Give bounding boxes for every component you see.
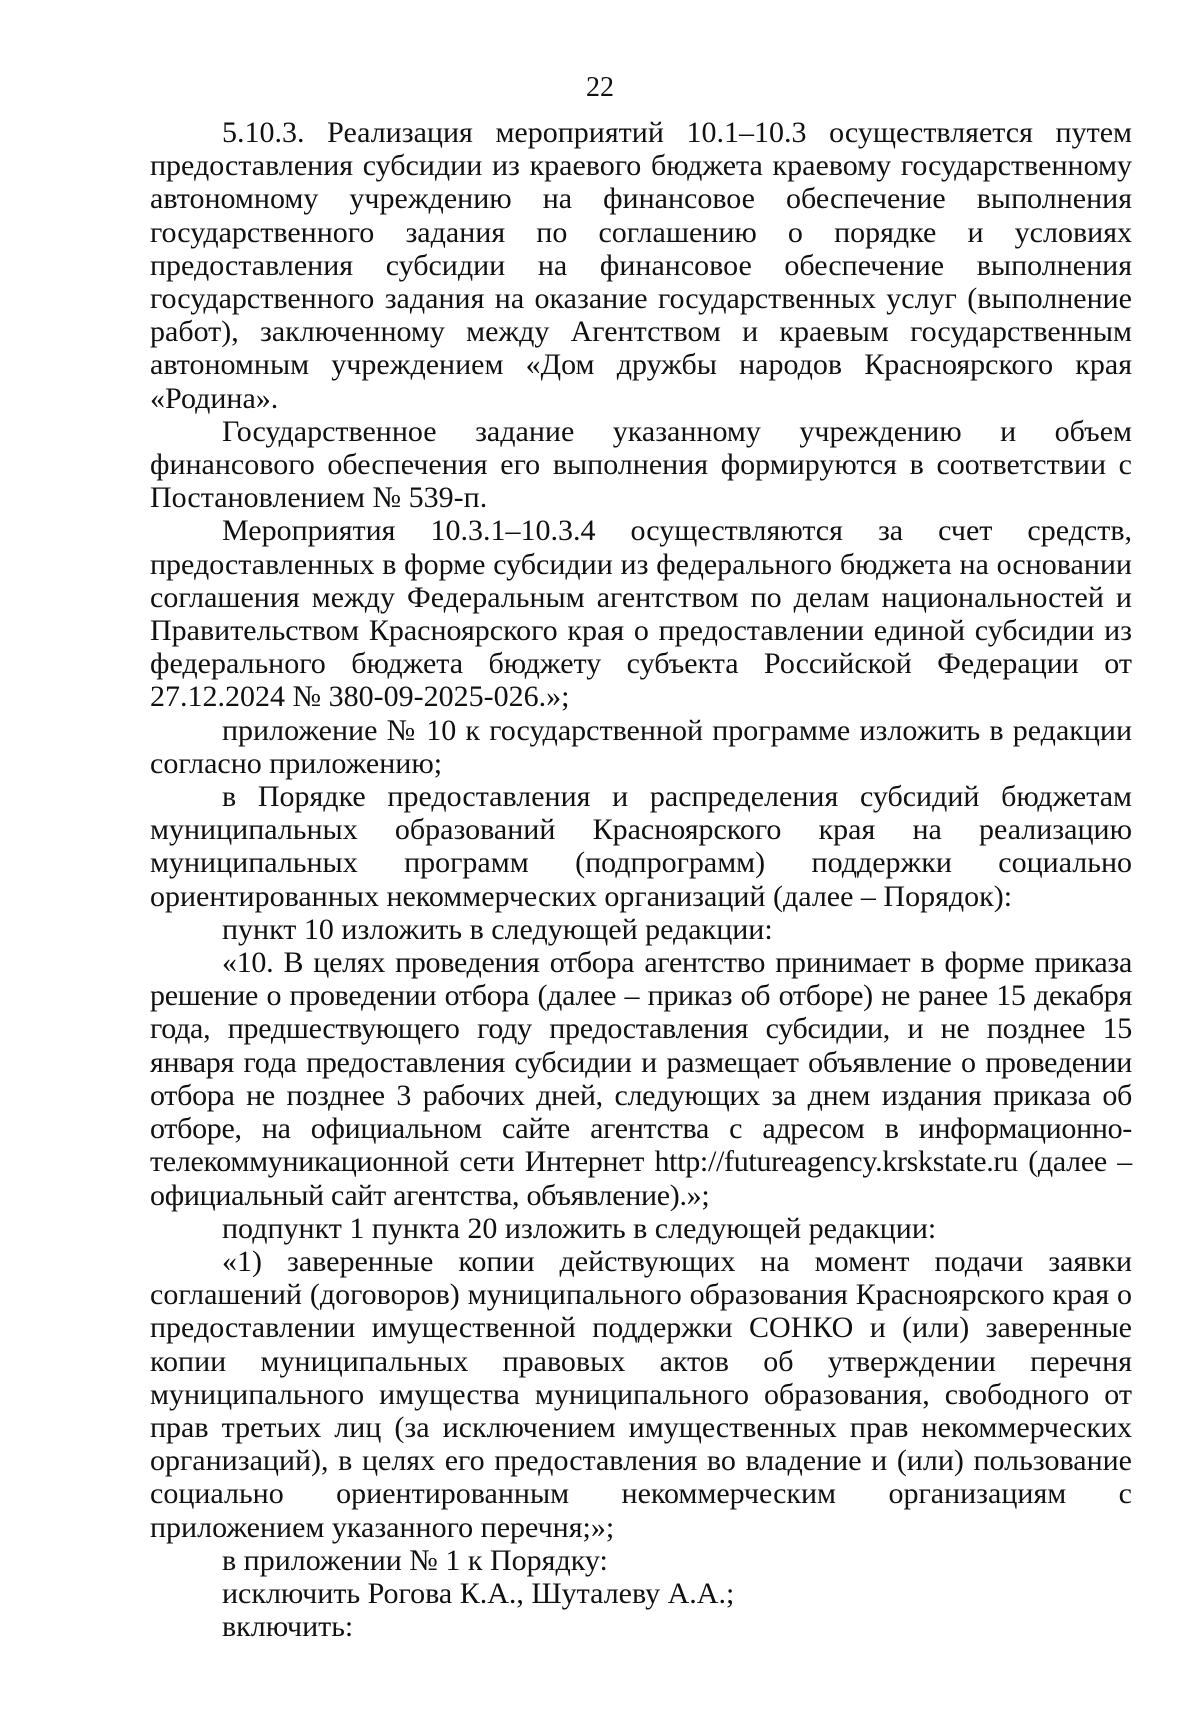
document-body <box>150 116 1132 1643</box>
paragraph-appendix-1: в приложении № 1 к Порядку: <box>222 1543 608 1577</box>
paragraph-item-10-heading: пункт 10 изложить в следующей редакции: <box>222 912 773 946</box>
page-number: 22 <box>586 72 614 103</box>
paragraph-measures-funding: Мероприятия 10.3.1–10.3.4 осуществляются за счет средств, предоставленных в форме субсидии из федерального бюджета на основании соглашения между Федеральным агентством по делам национальностей и Правительством Красноярского края о предоставлении единой субсидии из федерального бюджета бюджету субъекта Российской Федерации от 27.12.2024 № 380-09-2025-026.»; <box>150 514 1132 714</box>
paragraph-subitem-1-heading: подпункт 1 пункта 20 изложить в следующей редакции: <box>222 1211 937 1245</box>
paragraph-item-10-text: «10. В целях проведения отбора агентство принимает в форме приказа решение о проведении отбора (далее – приказ об отборе) не ранее 15 декабря года, предшествующего году предоставления субсидии, и не позднее 15 января года предоставления субсидии и размещает объявление о проведении отбора не позднее 3 рабочих дней, следующих за днем издания приказа об отборе, на официальном сайте агентства с адресом в информационно-телекоммуникационной сети Интернет http://futureagency.krskstate.ru (далее – официальный сайт агентства, объявление).»; <box>150 946 1132 1212</box>
paragraph-state-assignment: Государственное задание указанному учреждению и объем финансового обеспечения его выполнения формируются в соответствии с Постановлением № 539-п. <box>150 414 1132 515</box>
paragraph-exclude: исключить Рогова К.А., Шуталеву А.А.; <box>222 1576 735 1610</box>
paragraph-procedure-intro: в Порядке предоставления и распределения субсидий бюджетам муниципальных образований Красноярского края на реализацию муниципальных программ (подпрограмм) поддержки социально ориентированных некоммерческих организаций (далее – Порядок): <box>150 780 1132 913</box>
paragraph-subitem-1-text: «1) заверенные копии действующих на момент подачи заявки соглашений (договоров) муниципального образования Красноярского края о предоставлении имущественной поддержки СОНКО и (или) заверенные копии муниципальных правовых актов об утверждении перечня муниципального имущества муниципального образования, свободного от прав третьих лиц (за исключением имущественных прав некоммерческих организаций), в целях его предоставления во владение и (или) пользование социально ориентированным некоммерческим организациям с приложением указанного перечня;»; <box>150 1244 1132 1544</box>
paragraph-5-10-3: 5.10.3. Реализация мероприятий 10.1–10.3 осуществляется путем предоставления субсидии из краевого бюджета краевому государственному автономному учреждению на финансовое обеспечение выполнения государственного задания по соглашению о порядке и условиях предоставления субсидии на финансовое обеспечение выполнения государственного задания на оказание государственных услуг (выполнение работ), заключенному между Агентством и краевым государственным автономным учреждением «Дом дружбы народов Красноярского края «Родина». <box>150 116 1132 415</box>
paragraph-appendix-10: приложение № 10 к государственной программе изложить в редакции согласно приложению; <box>150 713 1132 780</box>
paragraph-include: включить: <box>222 1610 354 1644</box>
